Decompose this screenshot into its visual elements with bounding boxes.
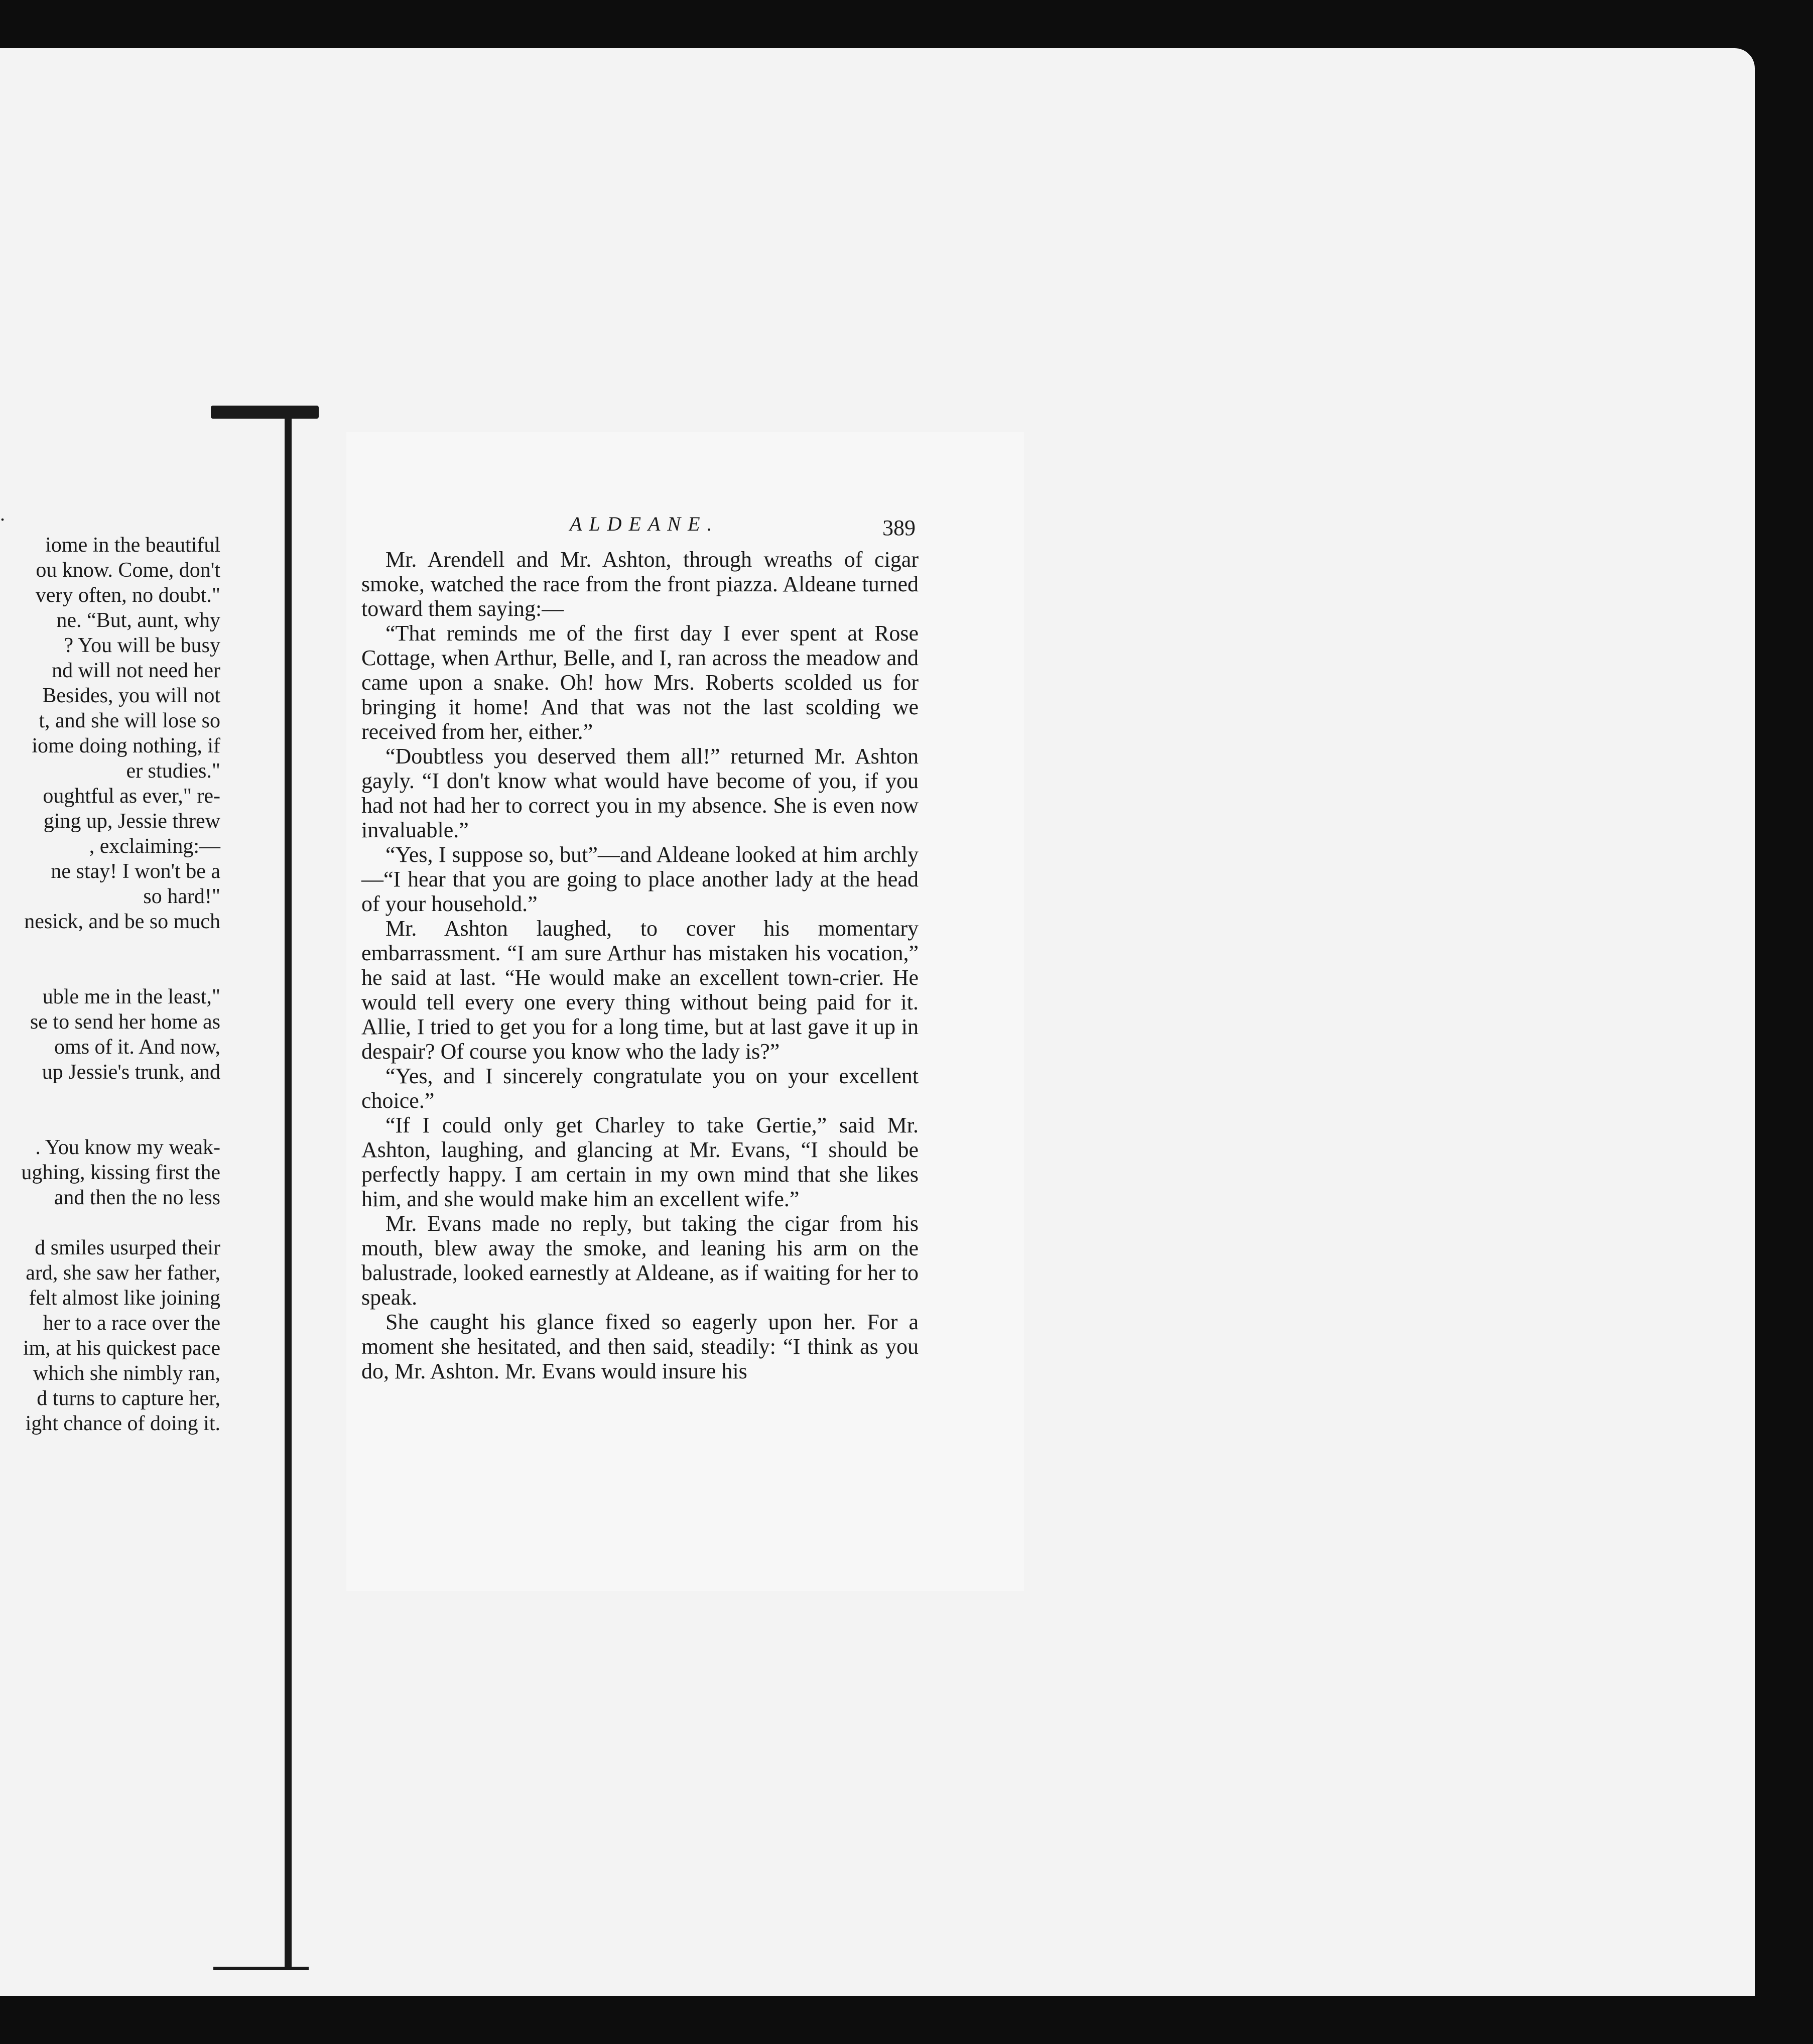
previous-page-line: nd will not need her bbox=[52, 659, 220, 682]
previous-page-line: ? You will be busy bbox=[64, 634, 220, 657]
previous-page-line: im, at his quickest pace bbox=[23, 1337, 220, 1360]
previous-page-line: oms of it. And now, bbox=[54, 1036, 220, 1059]
paragraph: Mr. Arendell and Mr. Ashton, through wreaths of cigar smoke, watched the race from the front piazza. Aldeane turned toward them saying:— bbox=[361, 547, 919, 621]
previous-page-line: iome doing nothing, if bbox=[32, 734, 220, 757]
previous-page-line: se to send her home as bbox=[30, 1010, 220, 1034]
previous-page-line: ging up, Jessie threw bbox=[43, 810, 220, 833]
previous-page-line: up Jessie's trunk, and bbox=[42, 1061, 220, 1084]
page-number: 389 bbox=[882, 516, 916, 540]
paragraph: She caught his glance fixed so eagerly upon her. For a moment she hesitated, and then said, steadily: “I think as you do, Mr. Ashton. Mr. Evans would insure his bbox=[361, 1310, 919, 1383]
previous-page-line: ard, she saw her father, bbox=[26, 1261, 220, 1285]
previous-page-line: t, and she will lose so bbox=[39, 709, 220, 732]
page-body bbox=[361, 547, 919, 1383]
book-page bbox=[346, 432, 1024, 1591]
previous-page-line: which she nimbly ran, bbox=[33, 1362, 220, 1385]
paragraph: “That reminds me of the first day I ever spent at Rose Cottage, when Arthur, Belle, and I, ran across the meadow and came upon a snake. Oh! how Mrs. Roberts scolded us for bringing it home! And that was not the last scolding we received from her, either.” bbox=[361, 621, 919, 744]
previous-page-line: her to a race over the bbox=[43, 1312, 220, 1335]
previous-page-line: Besides, you will not bbox=[42, 684, 220, 707]
gutter-bracket-stem bbox=[285, 412, 292, 1970]
previous-page-line: d smiles usurped their bbox=[35, 1236, 220, 1259]
page-header bbox=[346, 512, 924, 542]
paragraph: “Doubtless you deserved them all!” returned Mr. Ashton gayly. “I don't know what would have become of you, if you had not had her to correct you in my absence. She is even now invaluable.” bbox=[361, 744, 919, 842]
previous-page-line: . You know my weak- bbox=[35, 1136, 220, 1159]
previous-page-line: ne stay! I won't be a bbox=[51, 860, 220, 883]
previous-page-line: oughtful as ever," re- bbox=[43, 785, 220, 808]
stray-mark: . bbox=[0, 502, 5, 525]
previous-page-line: ou know. Come, don't bbox=[36, 559, 220, 582]
previous-page-line: nesick, and be so much bbox=[24, 910, 220, 933]
running-title: ALDEANE. bbox=[570, 513, 719, 535]
scan-border-right bbox=[1755, 0, 1813, 2044]
previous-page-line: d turns to capture her, bbox=[37, 1387, 220, 1410]
paragraph: Mr. Evans made no reply, but taking the cigar from his mouth, blew away the smoke, and leaning his arm on the balustrade, looked earnestly at Aldeane, as if waiting for her to speak. bbox=[361, 1211, 919, 1310]
paragraph: Mr. Ashton laughed, to cover his momentary embarrassment. “I am sure Arthur has mistaken his vocation,” he said at last. “He would make an excellent town-crier. He would tell every one every thing without being paid for it. Allie, I tried to get you for a long time, but at last gave it up in despair? Of course you know who the lady is?” bbox=[361, 916, 919, 1064]
gutter-bracket-top bbox=[211, 406, 319, 419]
paragraph: “If I could only get Charley to take Gertie,” said Mr. Ashton, laughing, and glancing at Mr. Evans, “I should be perfectly happy. I am certain in my own mind that she likes him, and she would make him an excellent wife.” bbox=[361, 1113, 919, 1211]
paragraph: “Yes, I suppose so, but”—and Aldeane looked at him archly—“I hear that you are going to place another lady at the head of your household.” bbox=[361, 842, 919, 916]
previous-page-line: uble me in the least," bbox=[42, 985, 220, 1008]
previous-page-line: felt almost like joining bbox=[29, 1287, 220, 1310]
previous-page-line: , exclaiming:— bbox=[89, 835, 220, 858]
previous-page-line: ne. “But, aunt, why bbox=[56, 609, 220, 632]
previous-page-line: iome in the beautiful bbox=[45, 534, 220, 557]
previous-page-line: so hard!" bbox=[143, 885, 220, 908]
previous-page-line: ight chance of doing it. bbox=[25, 1412, 220, 1435]
previous-page-fragment bbox=[0, 502, 223, 1466]
previous-page-line: very often, no doubt." bbox=[35, 584, 220, 607]
paragraph: “Yes, and I sincerely congratulate you on your excellent choice.” bbox=[361, 1064, 919, 1113]
previous-page-line: and then the no less bbox=[54, 1186, 220, 1209]
previous-page-line: er studies." bbox=[126, 759, 220, 783]
gutter-bracket-bottom bbox=[213, 1967, 309, 1970]
previous-page-line: ughing, kissing first the bbox=[21, 1161, 220, 1184]
